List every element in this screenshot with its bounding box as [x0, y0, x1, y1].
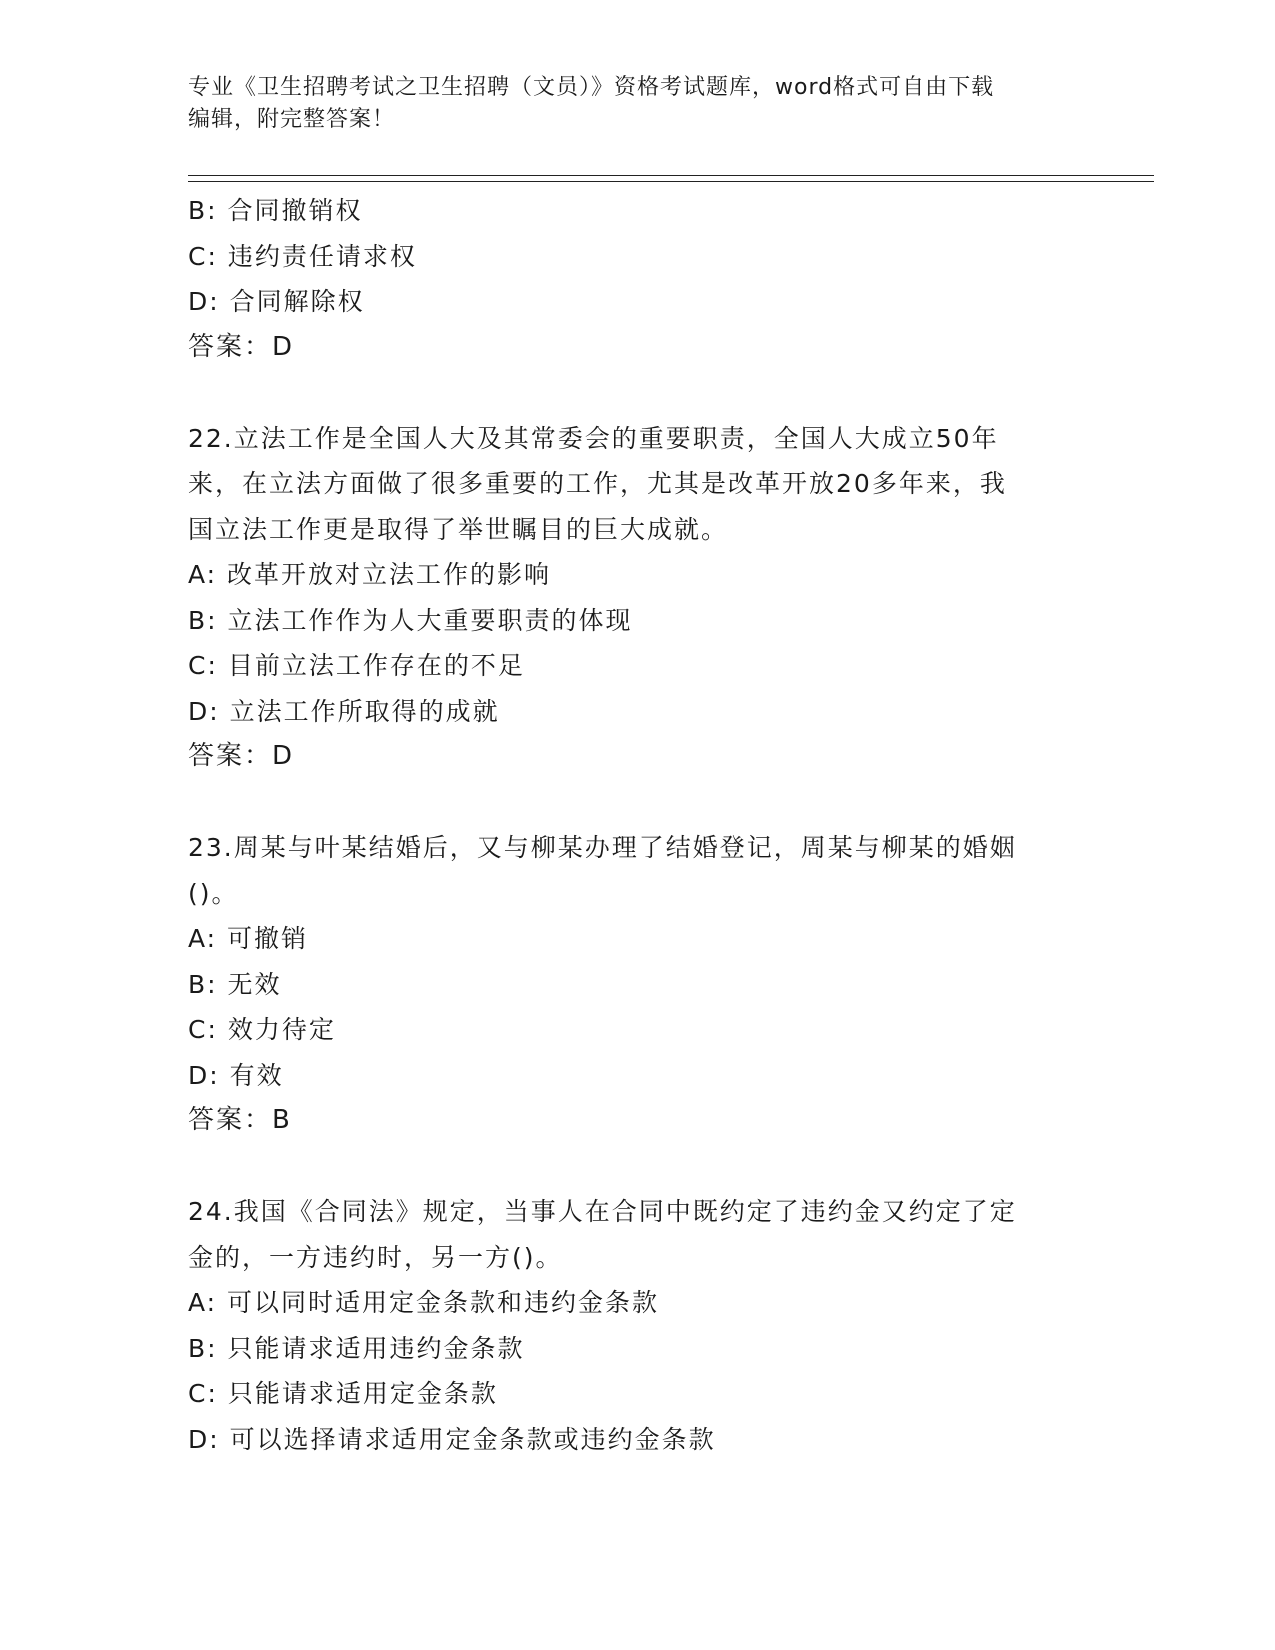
question-stem-line: 23.周某与叶某结婚后，又与柳某办理了结婚登记，周某与柳某的婚姻 — [188, 833, 1017, 862]
question-stem-line: 来，在立法方面做了很多重要的工作，尤其是改革开放20多年来，我 — [188, 469, 1007, 498]
option-b: B: 只能请求适用违约金条款 — [188, 1333, 525, 1363]
question-list — [188, 188, 1088, 1462]
option-c: C: 目前立法工作存在的不足 — [188, 651, 525, 680]
option-c: C: 违约责任请求权 — [188, 241, 417, 271]
header-line-2: 编辑，附完整答案！ — [188, 107, 396, 132]
option-a: A: 改革开放对立法工作的影响 — [188, 560, 552, 589]
option-b: B: 无效 — [188, 969, 282, 999]
question-stem-line: 国立法工作更是取得了举世瞩目的巨大成就。 — [188, 514, 729, 544]
option-d: D: 有效 — [188, 1060, 284, 1090]
previous-question-tail — [188, 188, 1088, 370]
document-header — [188, 72, 1088, 136]
question-stem-line: 22.立法工作是全国人大及其常委会的重要职责，全国人大成立50年 — [188, 423, 999, 453]
question-23 — [188, 825, 1088, 1144]
option-a: A: 可撤销 — [188, 924, 309, 953]
option-d: D: 合同解除权 — [188, 287, 365, 316]
header-divider-top — [188, 175, 1154, 176]
question-22 — [188, 416, 1088, 780]
question-stem-line: ()。 — [188, 878, 239, 908]
answer-line: 答案：D — [188, 741, 295, 771]
option-c: C: 只能请求适用定金条款 — [188, 1379, 498, 1408]
question-stem-line: 金的，一方违约时，另一方()。 — [188, 1242, 563, 1272]
option-d: D: 可以选择请求适用定金条款或违约金条款 — [188, 1424, 716, 1454]
option-b: B: 立法工作作为人大重要职责的体现 — [188, 605, 633, 635]
option-d: D: 立法工作所取得的成就 — [188, 696, 500, 726]
spacer — [188, 370, 1088, 416]
option-b: B: 合同撤销权 — [188, 196, 363, 225]
option-c: C: 效力待定 — [188, 1015, 336, 1044]
header-line-1: 专业《卫生招聘考试之卫生招聘（文员）》资格考试题库，word格式可自由下载 — [188, 75, 995, 100]
option-a: A: 可以同时适用定金条款和违约金条款 — [188, 1288, 660, 1317]
answer-line: 答案：B — [188, 1105, 292, 1135]
header-divider-bottom — [188, 181, 1154, 182]
spacer — [188, 1144, 1088, 1190]
answer-line: 答案：D — [188, 331, 295, 362]
question-stem-line: 24.我国《合同法》规定，当事人在合同中既约定了违约金又约定了定 — [188, 1197, 1017, 1226]
spacer — [188, 780, 1088, 826]
question-24 — [188, 1189, 1088, 1462]
